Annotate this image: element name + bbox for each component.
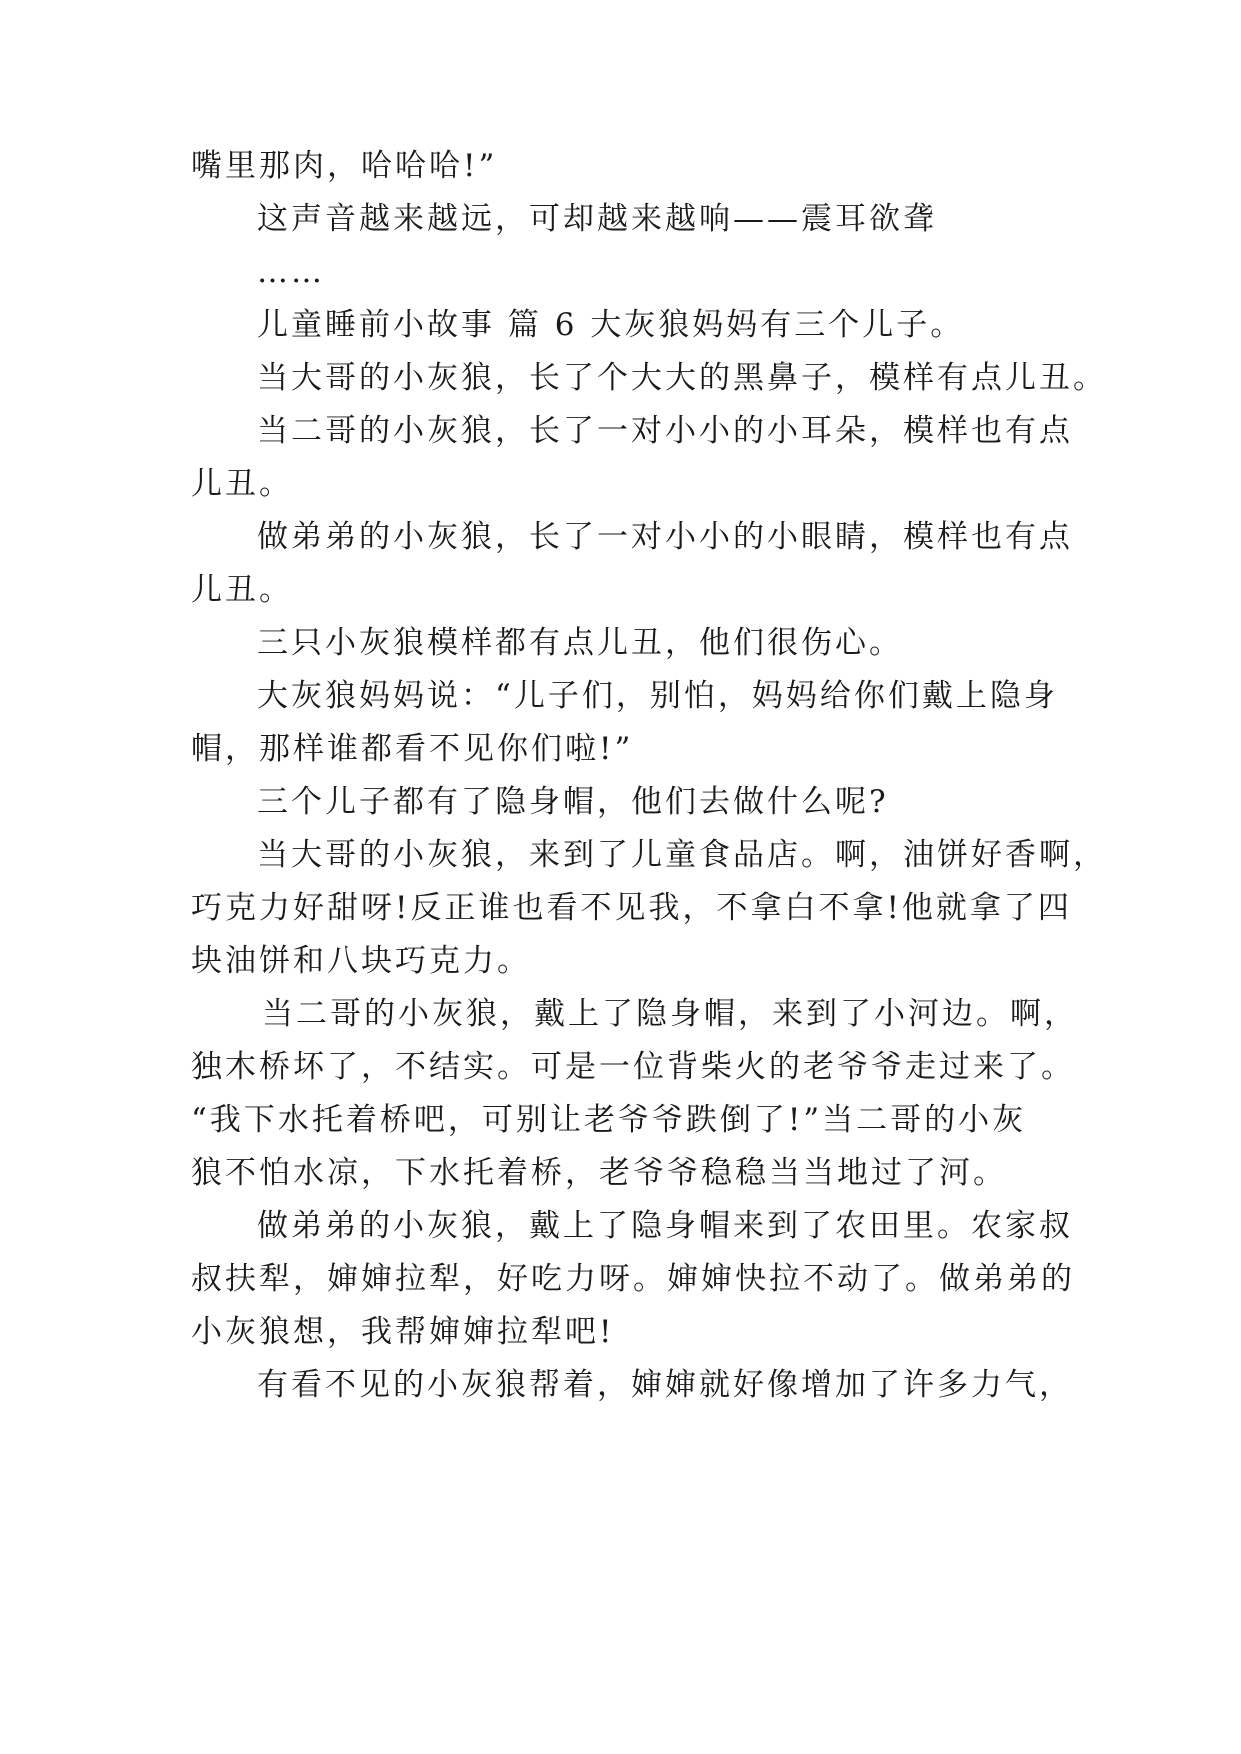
text-line: 这声音越来越远，可却越来越响——震耳欲聋 bbox=[257, 201, 937, 237]
text-line: 当大哥的小灰狼，来到了儿童食品店。啊，油饼好香啊， bbox=[257, 837, 1107, 873]
text-line: 小灰狼想，我帮婶婶拉犁吧! bbox=[191, 1314, 615, 1350]
text-line: 做弟弟的小灰狼，长了一对小小的小眼睛，模样也有点 bbox=[257, 519, 1073, 555]
text-line: 嘴里那肉，哈哈哈!” bbox=[191, 148, 498, 184]
text-line: 帽，那样谁都看不见你们啦!” bbox=[191, 731, 634, 767]
text-line: 三只小灰狼模样都有点儿丑，他们很伤心。 bbox=[257, 625, 903, 661]
text-line: 儿丑。 bbox=[191, 466, 293, 502]
text-line: 独木桥坏了，不结实。可是一位背柴火的老爷爷走过来了。 bbox=[191, 1049, 1075, 1085]
text-line: 当二哥的小灰狼，戴上了隐身帽，来到了小河边。啊， bbox=[262, 996, 1078, 1032]
text-line: 狼不怕水凉，下水托着桥，老爷爷稳稳当当地过了河。 bbox=[191, 1155, 1007, 1191]
text-line: 当二哥的小灰狼，长了一对小小的小耳朵，模样也有点 bbox=[257, 413, 1073, 449]
text-line: 三个儿子都有了隐身帽，他们去做什么呢? bbox=[257, 784, 889, 820]
text-line: 当大哥的小灰狼，长了个大大的黑鼻子，模样有点儿丑。 bbox=[257, 360, 1107, 396]
text-line: 大灰狼妈妈说：“儿子们，别怕，妈妈给你们戴上隐身 bbox=[257, 678, 1058, 714]
section-heading-line: 儿童睡前小故事 篇 6 大灰狼妈妈有三个儿子。 bbox=[257, 307, 965, 343]
text-line: 叔扶犁，婶婶拉犁，好吃力呀。婶婶快拉不动了。做弟弟的 bbox=[191, 1261, 1075, 1297]
text-line: 有看不见的小灰狼帮着，婶婶就好像增加了许多力气， bbox=[257, 1367, 1073, 1403]
text-line: 巧克力好甜呀!反正谁也看不见我，不拿白不拿!他就拿了四 bbox=[191, 890, 1072, 926]
text-line: 做弟弟的小灰狼，戴上了隐身帽来到了农田里。农家叔 bbox=[257, 1208, 1073, 1244]
text-line: “我下水托着桥吧，可别让老爷爷跌倒了!”当二哥的小灰 bbox=[191, 1102, 1027, 1138]
text-line: …… bbox=[257, 254, 325, 290]
text-line: 块油饼和八块巧克力。 bbox=[191, 943, 531, 979]
text-line: 儿丑。 bbox=[191, 572, 293, 608]
